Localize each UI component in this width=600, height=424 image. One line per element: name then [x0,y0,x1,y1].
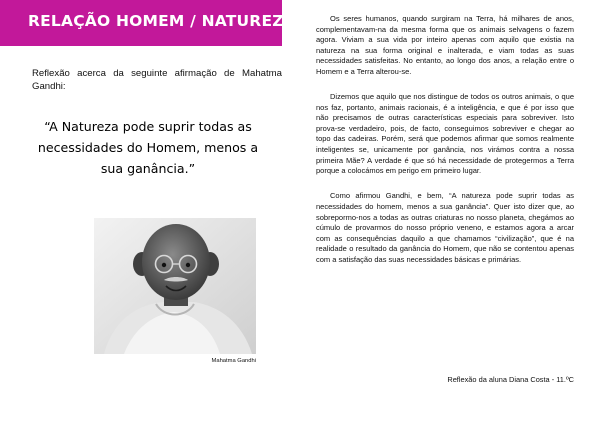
intro-text: Reflexão acerca da seguinte afirmação de Mahatma Gandhi: [32,68,282,92]
gandhi-photo [94,218,256,354]
author-signature: Reflexão da aluna Diana Costa - 11.ºC [447,375,574,384]
photo-caption: Mahatma Gandhi [211,358,256,364]
essay-paragraph: Dizemos que aquilo que nos distingue de todos os outros animais, o que nos faz, portanto, animais racionais, é a inteligência, e que é por isso que não precisamos de outras características especiais para sobreviver. Isto prova-se verdadeiro, pois, de facto, conseguimos sobreviver e chegar ao topo das cadeiras. Porém, será que podemos afirmar que somos realmente inteligentes se, unicamente por ganância, nos virámos contra a nossa primeira Mãe? A verdade é que só há necessidade de protegermos a Terra porque a colocámos em perigo em primeiro lugar. [316,92,574,176]
page-title: RELAÇÃO HOMEM / NATUREZA [28,12,296,30]
gandhi-quote: “A Natureza pode suprir todas as necessidades do Homem, menos a sua ganância.” [37,119,259,176]
essay-paragraph: Como afirmou Gandhi, e bem, “A natureza pode suprir todas as necessidades do homem, menos a sua ganância”. Quer isto dizer que, ao sobrepormo-nos a todas as outras criaturas no nosso planeta, chegámos ao cúmulo de provarmos do nosso próprio veneno, e estamos agora a arcar com as consequências daquilo a que chamamos “civilização”, que é na realidade o resultado da ganância do Homem, que não se contentou apenas com a satisfação das suas necessidades básicas e primárias. [316,191,574,264]
essay-paragraph: Os seres humanos, quando surgiram na Terra, há milhares de anos, complementavam-na da mesma forma que os animais selvagens o fazem agora. Viviam a sua vida por inteiro apenas com aquilo que existia na natureza na sua forma original e inalterada, e viam todas as suas necessidades satisfeitas. No entanto, ao longo dos anos, a relação entre o Homem e a Terra alterou-se. [316,14,574,76]
portrait-illustration [94,218,256,354]
essay-body [316,14,574,280]
title-banner [0,0,296,46]
